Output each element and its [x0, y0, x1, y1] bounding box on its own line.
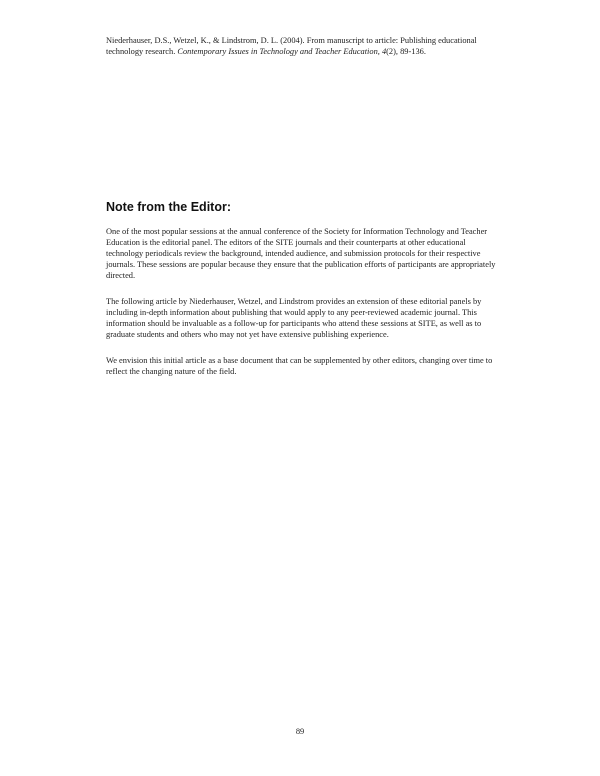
editor-note-body	[106, 226, 498, 392]
paragraph: The following article by Niederhauser, Wetzel, and Lindstrom provides an extension of these editorial panels by including in-depth information about publishing that would apply to any peer-reviewed academic journal. This information should be invaluable as a follow-up for participants who attend these sessions at SITE, as well as to graduate students and others who may not yet have extensive publishing experience.	[106, 297, 482, 339]
paragraph: We envision this initial article as a base document that can be supplemented by other editors, changing over time to reflect the changing nature of the field.	[106, 356, 493, 376]
citation-authors-title: Niederhauser, D.S., Wetzel, K., & Lindstrom, D. L. (2004). From manuscript to article: Publishing educational technology research.	[106, 36, 477, 56]
citation-issue-pages: (2), 89-136.	[386, 47, 426, 56]
citation-journal: Contemporary Issues in Technology and Teacher Education,	[177, 47, 380, 56]
page-number: 89	[295, 727, 305, 736]
citation-volume: 4	[381, 47, 387, 56]
section-heading: Note from the Editor:	[106, 200, 231, 214]
citation	[106, 35, 506, 57]
paragraph: One of the most popular sessions at the annual conference of the Society for Information Technology and Teacher Education is the editorial panel. The editors of the SITE journals and their counterparts at other educational technology periodicals review the background, intended audience, and submission protocols for their respective journals. These sessions are popular because they ensure that the publication efforts of participants are appropriately directed.	[106, 227, 496, 280]
